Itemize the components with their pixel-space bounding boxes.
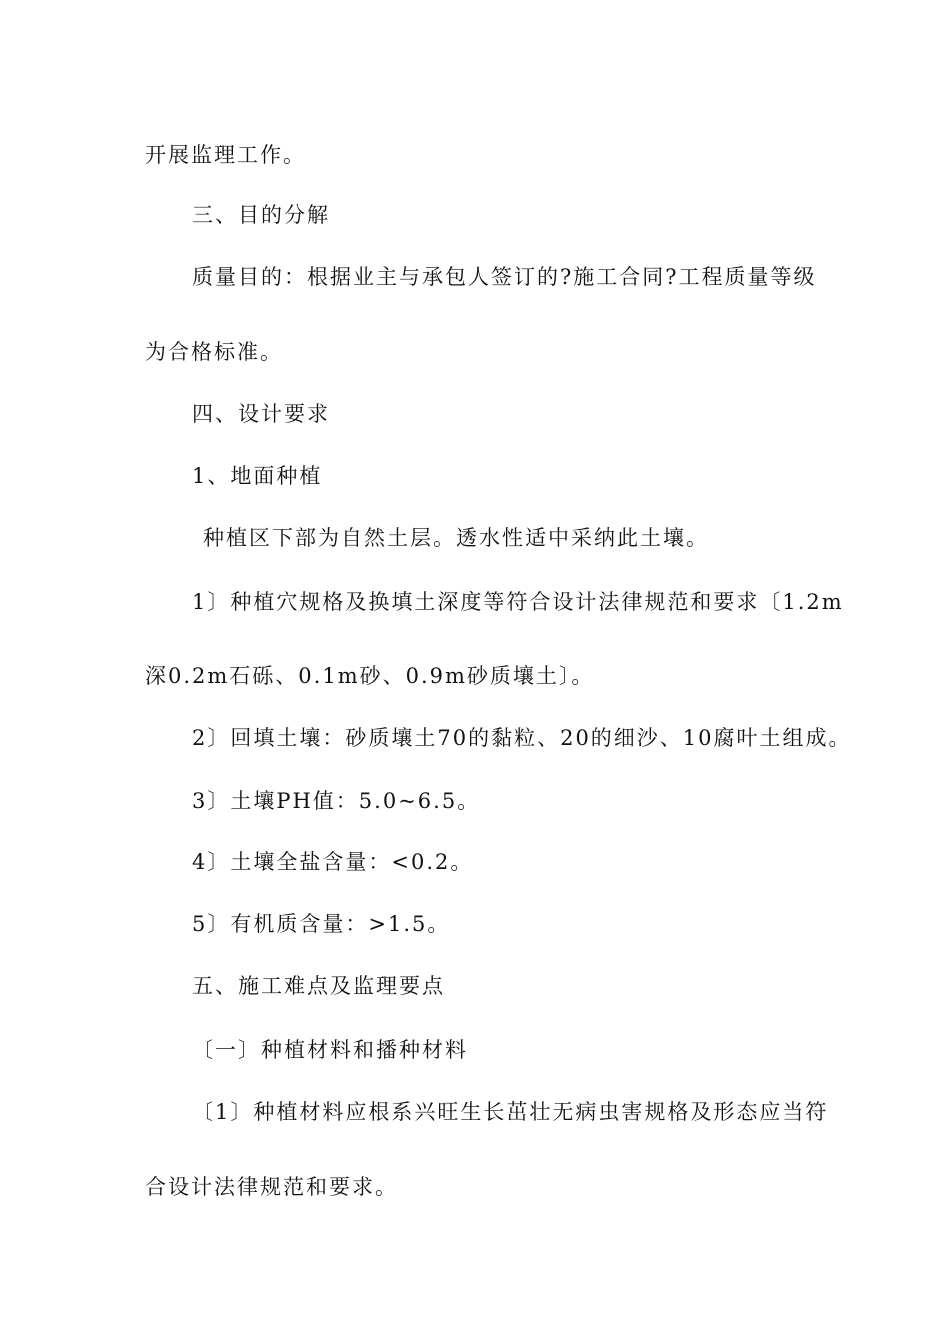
- section-heading: 三、目的分解: [192, 203, 330, 227]
- paragraph-line: 种植区下部为自然土层。透水性适中采纳此土壤。: [203, 526, 709, 550]
- section-heading: 五、施工难点及监理要点: [192, 974, 445, 998]
- list-item: 1〕种植穴规格及换填土深度等符合设计法律规范和要求〔1.2m: [192, 590, 844, 614]
- subsection-heading: 〔一〕种植材料和播种材料: [192, 1038, 468, 1062]
- paragraph-line: 合设计法律规范和要求。: [145, 1175, 398, 1199]
- paragraph-line: 深0.2m石砾、0.1m砂、0.9m砂质壤土〕。: [145, 664, 595, 688]
- paragraph-line: 开展监理工作。: [145, 143, 306, 167]
- list-item: 2〕回填土壤：砂质壤土70的黏粒、20的细沙、10腐叶土组成。: [192, 726, 852, 750]
- list-item: 4〕土壤全盐含量：<0.2。: [192, 850, 474, 874]
- paragraph-line: 质量目的：根据业主与承包人签订的?施工合同?工程质量等级: [192, 265, 817, 289]
- subsection-heading: 1、地面种植: [192, 464, 323, 488]
- paragraph-line: 为合格标准。: [145, 340, 283, 364]
- list-item: 5〕有机质含量：>1.5。: [192, 912, 451, 936]
- section-heading: 四、设计要求: [192, 402, 330, 426]
- list-item: 3〕土壤PH值：5.0~6.5。: [192, 789, 481, 813]
- list-item: 〔1〕种植材料应根系兴旺生长茁壮无病虫害规格及形态应当符: [192, 1100, 829, 1124]
